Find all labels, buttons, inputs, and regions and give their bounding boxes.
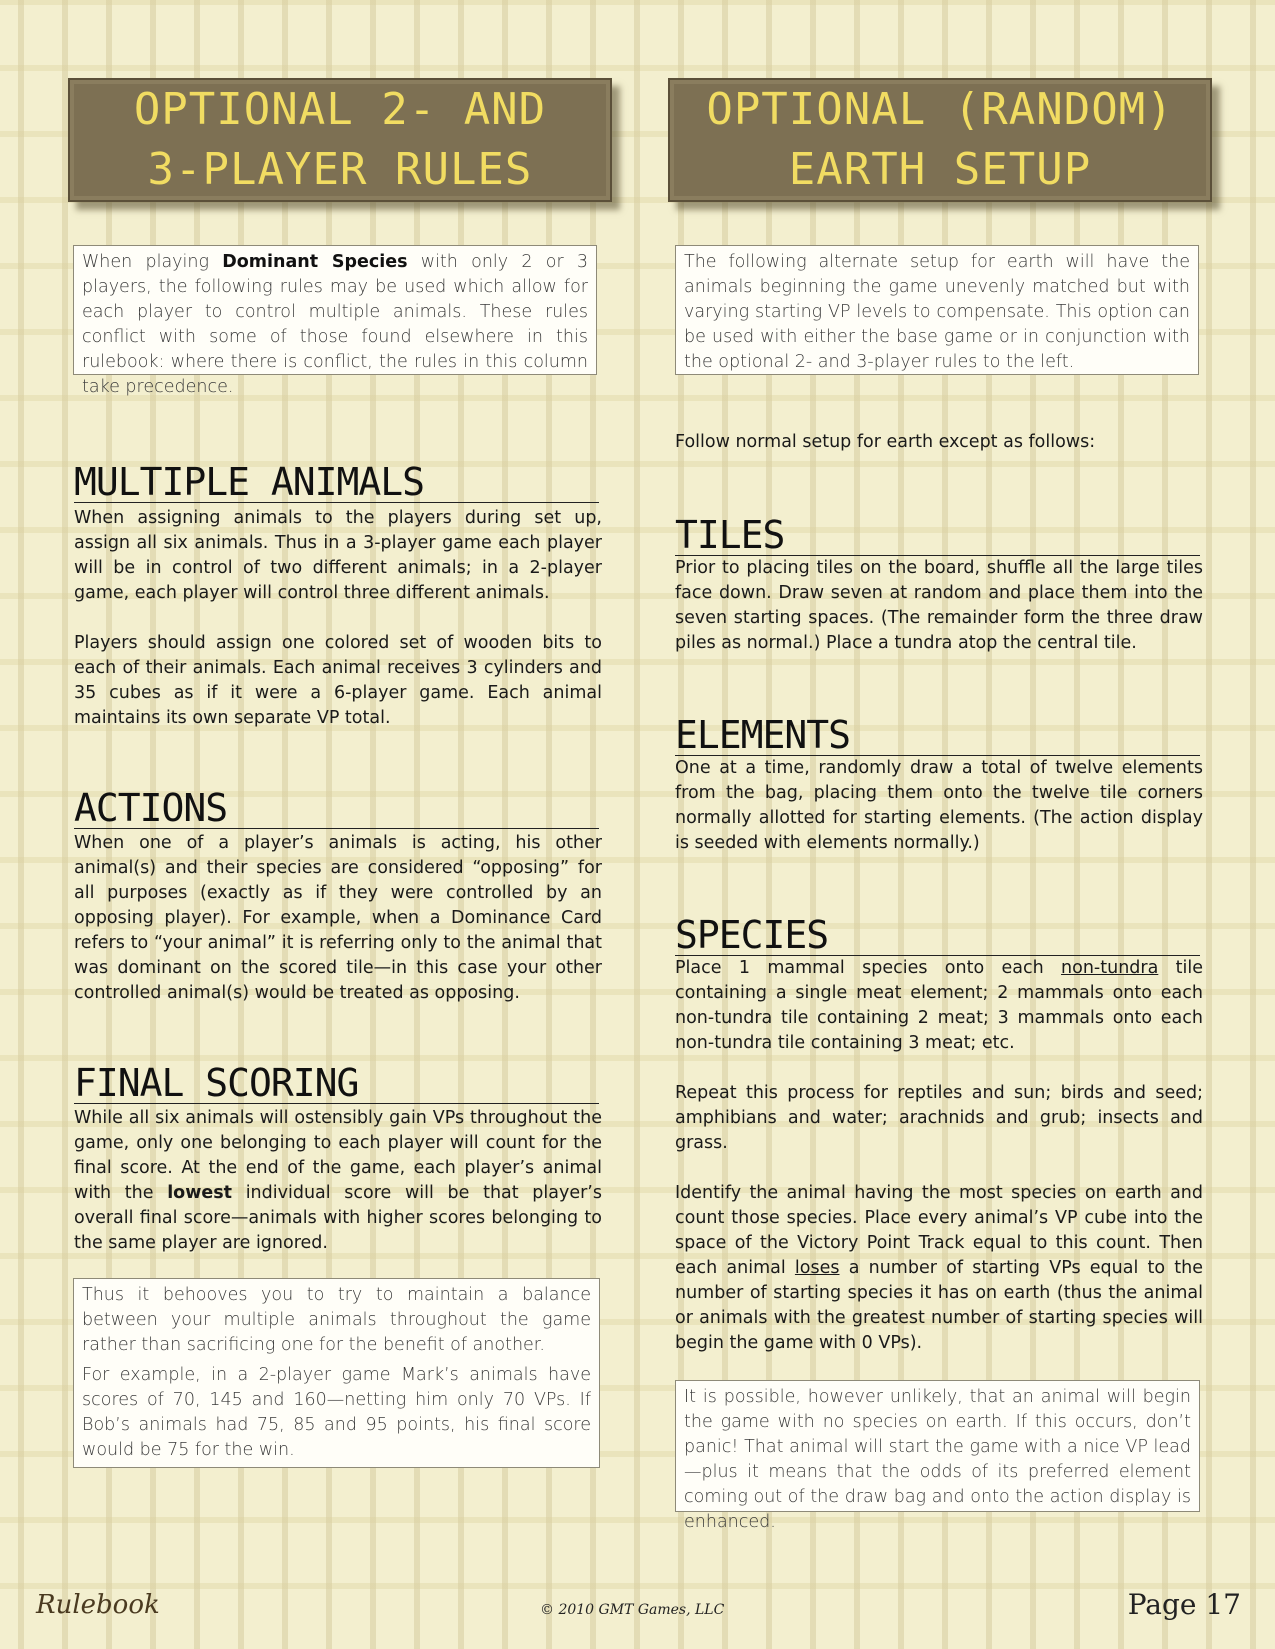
- left-bottom-note-p1: Thus it behooves you to try to maintain a balance between your multiple animals throughout the game rather than sacrificing one for the benefit of another.: [82, 1285, 591, 1355]
- left-bottom-note: [73, 1278, 600, 1468]
- follow-setup-text: Follow normal setup for earth except as follows:: [675, 432, 1096, 452]
- species-p3: Identify the animal having the most species on earth and count those species. Place every animal’s VP cube into the space of the Victory Point Track equal to this count. Then each animal loses a number of starting VPs equal to the number of starting species it has on earth (thus the animal or animals with the greatest number of starting species will begin the game with 0 VPs).: [675, 1183, 1204, 1353]
- right-intro-text: The following alternate setup for earth will have the animals beginning the game unevenly matched but with varying starting VP levels to compensate. This option can be used with either the base game or in conjunction with the optional 2- and 3-player rules to the left.: [684, 252, 1190, 372]
- heading-tiles: TILES: [675, 515, 1200, 556]
- right-banner-title: OPTIONAL (RANDOM) EARTH SETUP: [706, 84, 1174, 195]
- multiple-animals-p2: Players should assign one colored set of wooden bits to each of their animals. Each animal receives 3 cylinders and 35 cubes as if it were a 6-player game. Each animal maintains its own separate VP total.: [74, 633, 602, 728]
- left-banner: [68, 78, 612, 202]
- left-intro-text: When playing Dominant Species with only 2 or 3 players, the following rules may be used which allow for each player to control multiple animals. These rules conflict with some of those found elsewhere in this rulebook: where there is conflict, the rules in this column take precedence.: [82, 252, 588, 397]
- species-p2: Repeat this process for reptiles and sun; birds and seed; amphibians and water; arachnids and grub; insects and grass.: [675, 1083, 1203, 1153]
- heading-final-scoring: FINAL SCORING: [74, 1063, 599, 1104]
- right-bottom-note-text: It is possible, however unlikely, that an animal will begin the game with no species on earth. If this occurs, don’t panic! That animal will start the game with a nice VP lead—plus it means that the odds of its preferred element coming out of the draw bag and onto the action display is enhanced.: [684, 1387, 1191, 1532]
- right-bottom-note: [675, 1380, 1200, 1532]
- left-banner-title: OPTIONAL 2- AND 3-PLAYER RULES: [133, 84, 547, 195]
- species-p1: Place 1 mammal species onto each non-tundra tile containing a single meat element; 2 mammals onto each non-tundra tile containing 2 meat; 3 mammals onto each non-tundra tile containing 3 meat; etc.: [675, 958, 1203, 1053]
- heading-species: SPECIES: [675, 915, 1200, 956]
- actions-p1: When one of a player’s animals is acting, his other animal(s) and their species are considered “opposing” for all purposes (exactly as if they were controlled by an opposing player). For example, when a Dominance Card refers to “your animal” it is referring only to the animal that was dominant on the scored tile—in this case your other controlled animal(s) would be treated as opposing.: [74, 833, 602, 1003]
- left-bottom-note-p2: For example, in a 2-player game Mark’s animals have scores of 70, 145 and 160—netting him only 70 VPs. If Bob’s animals had 75, 85 and 95 points, his final score would be 75 for the win.: [82, 1365, 591, 1460]
- left-intro-note: [73, 245, 597, 397]
- heading-actions: ACTIONS: [74, 788, 599, 829]
- footer-rulebook: Rulebook: [36, 1590, 160, 1620]
- tiles-p1: Prior to placing tiles on the board, shuffle all the large tiles face down. Draw seven at random and place them into the seven starting spaces. (The remainder form the three draw piles as normal.) Place a tundra atop the central tile.: [675, 558, 1203, 653]
- footer-page-number: Page 17: [1127, 1588, 1241, 1621]
- heading-elements: ELEMENTS: [675, 715, 1200, 756]
- multiple-animals-p1: When assigning animals to the players during set up, assign all six animals. Thus in a 3-player game each player will be in control of two different animals; in a 2-player game, each player will control three different animals.: [74, 508, 602, 603]
- right-intro-note: [675, 245, 1199, 375]
- elements-p1: One at a time, randomly draw a total of twelve elements from the bag, placing them onto the twelve tile corners normally allotted for starting elements. (The action display is seeded with elements normally.): [675, 758, 1203, 853]
- footer-copyright: © 2010 GMT Games, LLC: [540, 1602, 725, 1618]
- right-banner: [668, 78, 1212, 202]
- final-scoring-p1: While all six animals will ostensibly gain VPs throughout the game, only one belonging to each player will count for the final score. At the end of the game, each player’s animal with the lowest individual score will be that player’s overall final score—animals with higher scores belonging to the same player are ignored.: [74, 1108, 602, 1253]
- heading-multiple-animals: MULTIPLE ANIMALS: [74, 462, 599, 503]
